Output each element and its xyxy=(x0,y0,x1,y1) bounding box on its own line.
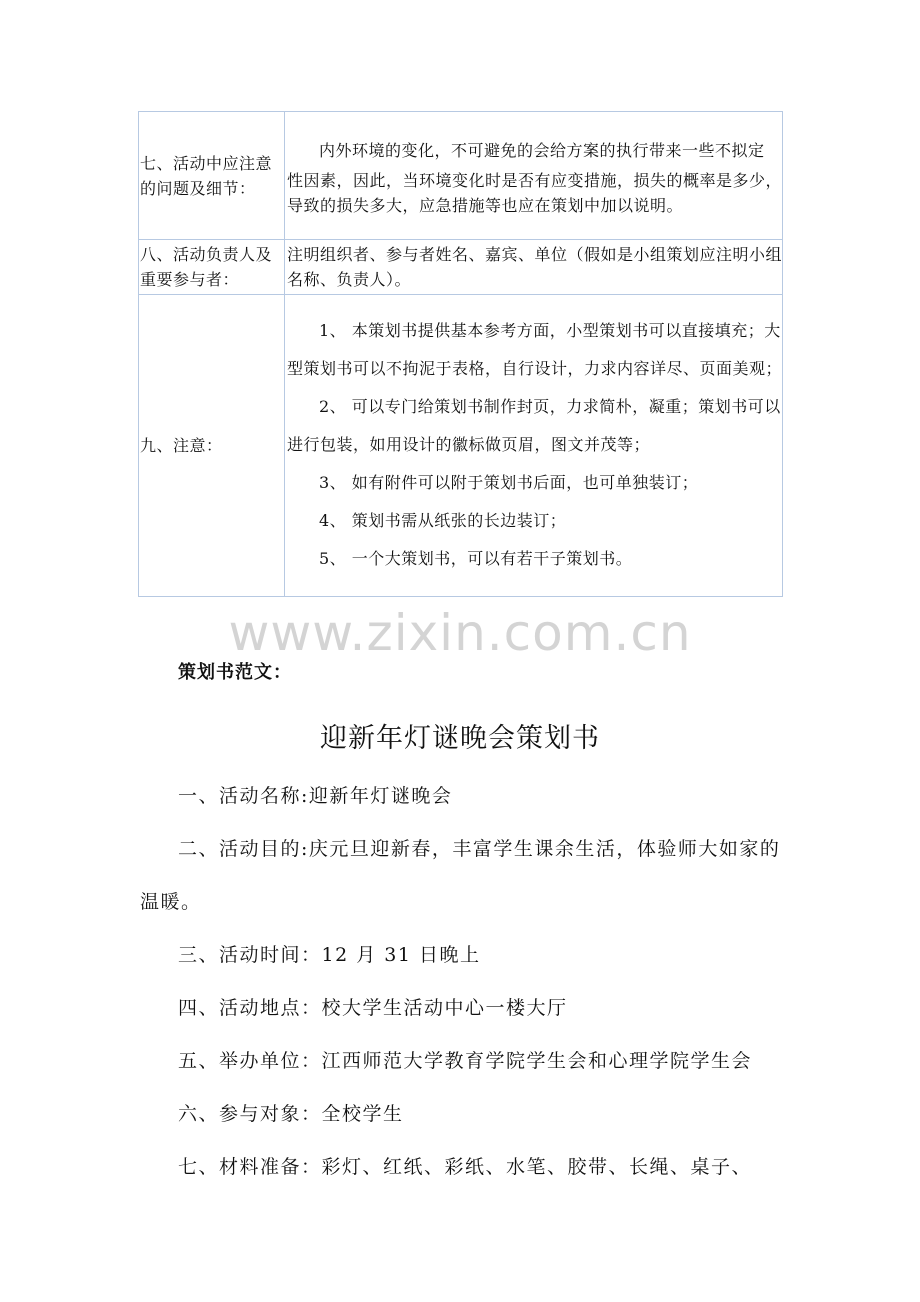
row-label: 七、活动中应注意的问题及细节： xyxy=(139,112,285,240)
body-paragraph: 二、活动目的:庆元旦迎新春，丰富学生课余生活，体验师大如家的温暖。 xyxy=(140,838,781,913)
body-paragraph: 五、举办单位：江西师范大学教育学院学生会和心理学院学生会 xyxy=(178,1050,753,1072)
table-row xyxy=(139,112,783,240)
row-label: 九、注意： xyxy=(139,295,285,597)
table-row xyxy=(139,295,783,597)
note-item: 2、 可以专门给策划书制作封页，力求简朴，凝重；策划书可以进行包装，如用设计的徽标做页眉，图文并茂等； xyxy=(287,396,781,454)
body-paragraph: 四、活动地点：校大学生活动中心一楼大厅 xyxy=(178,997,568,1019)
row-content xyxy=(285,295,783,597)
body-paragraph: 七、材料准备：彩灯、红纸、彩纸、水笔、胶带、长绳、桌子、 xyxy=(178,1156,753,1178)
row-content xyxy=(285,240,783,295)
body-paragraph: 六、参与对象：全校学生 xyxy=(178,1103,404,1125)
table-row xyxy=(139,240,783,295)
content-line: 注明组织者、参与者姓名、嘉宾、单位（假如是小组策划应注明小组名称、负责人）。 xyxy=(287,245,783,289)
document-title: 迎新年灯谜晚会策划书 xyxy=(320,723,600,754)
body-paragraph: 一、活动名称:迎新年灯谜晚会 xyxy=(178,785,453,807)
note-item: 1、 本策划书提供基本参考方面，小型策划书可以直接填充；大型策划书可以不拘泥于表格，自行设计，力求内容详尽、页面美观； xyxy=(287,320,783,378)
content-line: 性因素，因此，当环境变化时是否有应变措施，损失的概率是多少，导致的损失多大，应急措施等也应在策划中加以说明。 xyxy=(287,171,783,215)
note-item: 3、 如有附件可以附于策划书后面，也可单独装订； xyxy=(319,472,699,492)
section-label: 策划书范文： xyxy=(178,662,292,683)
body-paragraph: 三、活动时间：12 月 31 日晚上 xyxy=(178,944,481,966)
note-item: 5、 一个大策划书，可以有若干子策划书。 xyxy=(319,548,633,568)
plan-notes-table xyxy=(138,111,783,597)
row-label: 八、活动负责人及重要参与者： xyxy=(139,240,285,295)
content-line: 内外环境的变化，不可避免的会给方案的执行带来一些不拟定 xyxy=(319,141,765,160)
document-body xyxy=(140,770,785,1194)
row-content xyxy=(285,112,783,240)
watermark: www.zixin.com.cn xyxy=(228,604,692,662)
note-item: 4、 策划书需从纸张的长边装订； xyxy=(319,510,567,530)
